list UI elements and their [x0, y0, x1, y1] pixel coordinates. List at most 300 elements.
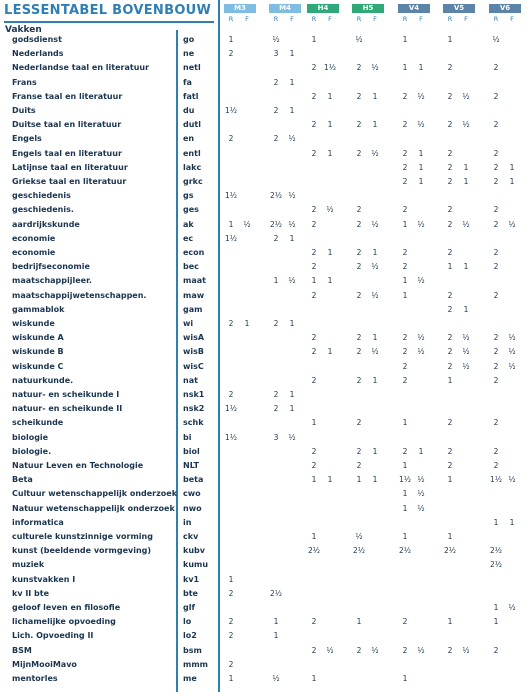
subject-name: natuurkunde.	[12, 375, 74, 385]
hours-h4-r: 2	[311, 333, 317, 343]
level-sub-v5-f: F	[464, 15, 468, 23]
subject-code: fatl	[183, 91, 199, 101]
table-row	[0, 587, 527, 601]
hours-v6-r: 2	[493, 290, 499, 300]
subject-name: mentorles	[12, 674, 58, 683]
hours-m4-f: 1	[289, 319, 295, 328]
hours-v4-r: 2	[402, 645, 408, 655]
level-sub-h5-r: R	[356, 15, 362, 23]
hours-h5-f: ½	[371, 63, 379, 73]
hours-v5-r: 2	[447, 645, 453, 655]
hours-v4-r: 2	[402, 177, 408, 186]
hours-h4-r: 2	[311, 461, 317, 470]
table-row	[0, 47, 527, 61]
table-row	[0, 360, 527, 374]
hours-v5-r: 2	[447, 361, 453, 371]
hours-h5-f: ½	[371, 290, 379, 300]
hours-v6-f: ½	[508, 603, 516, 612]
hours-v4-r: 2	[402, 375, 408, 385]
title-rule	[4, 21, 214, 23]
subject-code: mmm	[183, 659, 209, 669]
hours-v4-r: 1½	[398, 475, 412, 485]
hours-v6-r: 2	[493, 177, 499, 186]
subject-code: kumu	[183, 560, 209, 570]
subject-code: wisA	[183, 333, 205, 343]
hours-v4-r: 1	[402, 35, 408, 44]
table-row	[0, 189, 527, 203]
hours-v5-r: 2	[447, 205, 453, 215]
hours-h4-r: 2	[311, 446, 317, 456]
subject-name: MijnMooiMavo	[12, 659, 77, 669]
subject-name: geloof leven en filosofie	[12, 603, 121, 612]
table-row	[0, 374, 527, 388]
hours-v6-f: ½	[508, 361, 516, 371]
table-row	[0, 104, 527, 118]
hours-v5-f: 1	[463, 177, 469, 186]
table-row	[0, 431, 527, 445]
subject-name: Duitse taal en literatuur	[12, 120, 122, 130]
hours-h4-r: 1	[311, 276, 317, 286]
hours-v5-r: 2	[447, 148, 453, 158]
subject-name: informatica	[12, 517, 64, 527]
hours-v4-r: 1	[402, 63, 408, 73]
table-row	[0, 487, 527, 501]
subject-name: economie	[12, 248, 56, 257]
hours-v4-r: 2½	[398, 546, 412, 556]
hours-v6-r: 2	[493, 205, 499, 215]
subject-name: godsdienst	[12, 35, 62, 44]
subject-name: natuur- en scheikunde II	[12, 404, 123, 414]
hours-v6-r: 2	[493, 361, 499, 371]
hours-m3-r: 1½	[224, 404, 238, 414]
subject-name: aardrijkskunde	[12, 219, 80, 229]
subject-code: nat	[183, 375, 198, 385]
subject-name: lichamelijke opvoeding	[12, 617, 116, 627]
hours-v4-f: ½	[417, 489, 425, 499]
hours-m4-f: 1	[289, 49, 295, 59]
subject-name: scheikunde	[12, 418, 64, 428]
table-row	[0, 260, 527, 274]
subject-code: maat	[183, 276, 206, 286]
hours-h5-r: 2	[356, 290, 362, 300]
level-sub-m4-r: R	[273, 15, 279, 23]
hours-v4-r: 1	[402, 276, 408, 286]
hours-v6-r: 2	[493, 347, 499, 357]
hours-v6-r: ½	[492, 35, 500, 44]
hours-h4-r: 2	[311, 248, 317, 257]
subject-name: Natuur wetenschappelijk onderzoek	[12, 503, 175, 513]
subject-code: ckv	[183, 532, 199, 541]
hours-h5-f: ½	[371, 262, 379, 272]
hours-h4-f: 1	[327, 148, 333, 158]
hours-m4-r: 2	[273, 106, 279, 115]
page-title: LESSENTABEL BOVENBOUW	[4, 3, 212, 18]
hours-h5-r: 2	[356, 262, 362, 272]
hours-v5-f: 1	[463, 162, 469, 172]
hours-m3-r: 1½	[224, 233, 238, 243]
table-row	[0, 118, 527, 132]
level-sub-h4-f: F	[328, 15, 332, 23]
level-sub-h5-f: F	[373, 15, 377, 23]
hours-v6-f: 1	[509, 162, 515, 172]
hours-v6-r: 2	[493, 375, 499, 385]
hours-h5-r: 2	[356, 461, 362, 470]
subject-name: Engels	[12, 134, 42, 144]
table-row	[0, 175, 527, 189]
level-sub-v5-r: R	[447, 15, 453, 23]
table-row	[0, 147, 527, 161]
level-sub-v4-r: R	[402, 15, 408, 23]
table-row	[0, 573, 527, 587]
hours-v4-r: 1	[402, 418, 408, 428]
table-row	[0, 544, 527, 558]
table-row	[0, 132, 527, 146]
hours-m3-r: 2	[228, 49, 234, 59]
subject-code: wisC	[183, 361, 204, 371]
table-row	[0, 445, 527, 459]
hours-v5-r: 2	[447, 162, 453, 172]
hours-h4-r: 2	[311, 91, 317, 101]
hours-v6-f: ½	[508, 347, 516, 357]
hours-v6-r: 2	[493, 248, 499, 257]
hours-m4-r: 3	[273, 432, 279, 442]
table-row	[0, 601, 527, 615]
hours-v6-r: 2	[493, 262, 499, 272]
hours-v6-r: 1	[493, 603, 499, 612]
hours-v4-f: 1	[418, 162, 424, 172]
table-row	[0, 416, 527, 430]
level-sub-m3-f: F	[245, 15, 249, 23]
hours-h4-f: 1	[327, 347, 333, 357]
subject-code: kv1	[183, 574, 200, 584]
subject-name: Nederlands	[12, 49, 64, 59]
subject-name: bedrijfseconomie	[12, 262, 90, 272]
hours-h5-r: 2	[356, 446, 362, 456]
subject-code: ne	[183, 49, 195, 59]
table-row	[0, 317, 527, 331]
subject-name: Lich. Opvoeding II	[12, 631, 94, 641]
hours-h5-r: 2½	[352, 546, 366, 556]
table-row	[0, 516, 527, 530]
hours-m4-f: ½	[288, 134, 296, 144]
hours-v4-r: 2	[402, 361, 408, 371]
hours-v6-r: 2	[493, 63, 499, 73]
hours-m4-r: ½	[272, 674, 280, 683]
hours-m4-f: ½	[288, 276, 296, 286]
hours-v4-f: 1	[418, 148, 424, 158]
subject-name: Franse taal en literatuur	[12, 91, 123, 101]
level-header-v5: V5	[443, 4, 475, 13]
level-sub-v6-r: R	[493, 15, 499, 23]
table-row	[0, 203, 527, 217]
hours-v4-r: 2	[402, 347, 408, 357]
section-label: Vakken	[5, 25, 42, 35]
table-row	[0, 218, 527, 232]
subject-code: glf	[183, 603, 195, 612]
subject-name: Engels taal en literatuur	[12, 148, 122, 158]
hours-v4-r: 1	[402, 461, 408, 470]
hours-m4-r: 2	[273, 404, 279, 414]
subject-code: gam	[183, 304, 203, 314]
hours-h4-r: 2	[311, 375, 317, 385]
table-row	[0, 331, 527, 345]
hours-v4-r: 2	[402, 205, 408, 215]
subject-code: gs	[183, 191, 194, 201]
hours-m4-r: 2	[273, 390, 279, 399]
subject-name: geschiedenis	[12, 191, 71, 201]
subject-name: Griekse taal en literatuur	[12, 177, 127, 186]
hours-m4-r: 2½	[269, 219, 283, 229]
hours-h5-f: ½	[371, 347, 379, 357]
hours-m4-r: ½	[272, 35, 280, 44]
level-header-h5: H5	[352, 4, 384, 13]
hours-h4-r: 2	[311, 63, 317, 73]
table-row	[0, 644, 527, 658]
hours-v4-r: 2	[402, 333, 408, 343]
hours-v5-r: 1	[447, 475, 453, 485]
hours-v5-r: 2½	[443, 546, 457, 556]
hours-v5-f: 1	[463, 262, 469, 272]
level-header-v6: V6	[489, 4, 521, 13]
hours-v5-f: ½	[462, 219, 470, 229]
hours-m3-r: 2	[228, 588, 234, 598]
hours-h5-r: 2	[356, 347, 362, 357]
table-row	[0, 672, 527, 686]
hours-v5-r: 2	[447, 248, 453, 257]
hours-v4-f: 1	[418, 446, 424, 456]
table-row	[0, 473, 527, 487]
subject-code: netl	[183, 63, 201, 73]
hours-h4-r: 2	[311, 617, 317, 627]
hours-h4-r: 1	[311, 475, 317, 485]
subject-name: Beta	[12, 475, 33, 485]
subject-name: wiskunde A	[12, 333, 64, 343]
hours-h4-f: ½	[326, 205, 334, 215]
hours-v6-r: 2	[493, 418, 499, 428]
subject-code: bsm	[183, 645, 202, 655]
hours-h5-f: ½	[371, 219, 379, 229]
hours-h5-f: 1	[372, 248, 378, 257]
hours-v4-r: 1	[402, 489, 408, 499]
level-sub-v4-f: F	[419, 15, 423, 23]
subject-code: fa	[183, 77, 192, 87]
hours-h5-f: 1	[372, 120, 378, 130]
hours-v5-f: 1	[463, 304, 469, 314]
hours-h5-r: 1	[356, 475, 362, 485]
subject-name: wiskunde	[12, 319, 55, 328]
table-row	[0, 289, 527, 303]
subject-name: Duits	[12, 106, 36, 115]
table-row	[0, 459, 527, 473]
hours-m4-r: 2	[273, 77, 279, 87]
table-row	[0, 388, 527, 402]
hours-m4-f: ½	[288, 219, 296, 229]
subject-name: maatschappijleer.	[12, 276, 92, 286]
subject-code: ak	[183, 219, 194, 229]
hours-h4-r: 2	[311, 645, 317, 655]
hours-h5-r: 2	[356, 375, 362, 385]
subject-code: bte	[183, 588, 198, 598]
hours-v4-r: 1	[402, 532, 408, 541]
table-row	[0, 90, 527, 104]
hours-h5-f: 1	[372, 446, 378, 456]
subject-code: NLT	[183, 461, 199, 470]
hours-v5-r: 2	[447, 120, 453, 130]
level-header-m3: M3	[224, 4, 256, 13]
hours-h5-r: 2	[356, 120, 362, 130]
hours-m3-f: ½	[243, 219, 251, 229]
hours-v6-r: 2	[493, 461, 499, 470]
hours-v4-r: 1	[402, 503, 408, 513]
hours-v6-r: 2	[493, 120, 499, 130]
hours-m3-r: 1	[228, 35, 234, 44]
hours-h5-r: 2	[356, 418, 362, 428]
table-row	[0, 658, 527, 672]
subject-name: gammablok	[12, 304, 65, 314]
level-header-v4: V4	[398, 4, 430, 13]
subject-name: Frans	[12, 77, 37, 87]
subject-name: kv II bte	[12, 588, 50, 598]
hours-v6-r: 2	[493, 219, 499, 229]
subject-code: dutl	[183, 120, 201, 130]
subject-code: du	[183, 106, 195, 115]
subject-code: lakc	[183, 162, 202, 172]
hours-m4-r: 2½	[269, 191, 283, 201]
subject-name: muziek	[12, 560, 45, 570]
hours-h4-r: 2½	[307, 546, 321, 556]
hours-h5-r: 2	[356, 63, 362, 73]
table-row	[0, 629, 527, 643]
hours-v6-r: 2½	[489, 560, 503, 570]
level-sub-m4-f: F	[290, 15, 294, 23]
hours-v4-r: 2	[402, 91, 408, 101]
hours-h4-f: 1	[327, 248, 333, 257]
hours-h5-f: 1	[372, 375, 378, 385]
table-row	[0, 402, 527, 416]
hours-v6-f: 1	[509, 177, 515, 186]
hours-h5-r: 2	[356, 645, 362, 655]
hours-m3-r: 1½	[224, 106, 238, 115]
subject-code: nsk2	[183, 404, 205, 414]
subject-code: bi	[183, 432, 192, 442]
hours-v5-r: 1	[447, 532, 453, 541]
hours-h4-r: 1	[311, 418, 317, 428]
table-row	[0, 246, 527, 260]
hours-m4-r: 2	[273, 134, 279, 144]
hours-v6-r: 1	[493, 617, 499, 627]
level-header-m4: M4	[269, 4, 301, 13]
hours-v4-r: 2	[402, 162, 408, 172]
subject-code: entl	[183, 148, 201, 158]
hours-m4-f: 1	[289, 404, 295, 414]
table-row	[0, 345, 527, 359]
subject-name: maatschappijwetenschappen.	[12, 290, 147, 300]
hours-m4-f: ½	[288, 432, 296, 442]
hours-h4-r: 1	[311, 674, 317, 683]
table-row	[0, 558, 527, 572]
hours-v5-r: 1	[447, 375, 453, 385]
subject-name: natuur- en scheikunde I	[12, 390, 120, 399]
hours-v4-f: ½	[417, 276, 425, 286]
hours-v6-r: 1½	[489, 475, 503, 485]
subject-code: kubv	[183, 546, 205, 556]
hours-m3-r: 1	[228, 574, 234, 584]
hours-m4-f: 1	[289, 390, 295, 399]
subject-code: en	[183, 134, 195, 144]
hours-v5-r: 1	[447, 617, 453, 627]
hours-v4-f: ½	[417, 219, 425, 229]
hours-v5-f: ½	[462, 120, 470, 130]
hours-m3-r: 2	[228, 134, 234, 144]
hours-v4-f: ½	[417, 91, 425, 101]
hours-v6-r: 2½	[489, 546, 503, 556]
hours-m4-f: 1	[289, 233, 295, 243]
subject-code: maw	[183, 290, 205, 300]
hours-v6-f: ½	[508, 475, 516, 485]
hours-v5-r: 2	[447, 446, 453, 456]
subject-code: biol	[183, 446, 200, 456]
hours-v6-f: 1	[509, 517, 515, 527]
hours-v4-f: ½	[417, 475, 425, 485]
hours-m4-r: 3	[273, 49, 279, 59]
hours-v4-f: ½	[417, 645, 425, 655]
hours-h5-r: 1	[356, 617, 362, 627]
hours-v5-f: ½	[462, 645, 470, 655]
hours-m4-r: 1	[273, 276, 279, 286]
hours-m4-r: 2½	[269, 588, 283, 598]
hours-m4-f: 1	[289, 77, 295, 87]
hours-h4-r: 2	[311, 148, 317, 158]
subject-code: bec	[183, 262, 199, 272]
hours-h5-f: 1	[372, 91, 378, 101]
table-row	[0, 530, 527, 544]
subject-code: nwo	[183, 503, 202, 513]
hours-v5-r: 2	[447, 63, 453, 73]
hours-v4-r: 2	[402, 120, 408, 130]
table-row	[0, 33, 527, 47]
hours-m3-r: 2	[228, 319, 234, 328]
hours-h4-r: 2	[311, 347, 317, 357]
hours-m3-r: 2	[228, 659, 234, 669]
hours-v5-r: 2	[447, 177, 453, 186]
hours-v6-f: ½	[508, 219, 516, 229]
hours-m4-f: ½	[288, 191, 296, 201]
hours-v4-f: ½	[417, 347, 425, 357]
hours-m4-f: 1	[289, 106, 295, 115]
hours-h5-r: 2	[356, 219, 362, 229]
hours-v4-r: 1	[402, 219, 408, 229]
subject-code: in	[183, 517, 192, 527]
subject-code: wi	[183, 319, 194, 328]
hours-h5-r: 2	[356, 248, 362, 257]
hours-v5-f: ½	[462, 333, 470, 343]
hours-v4-f: ½	[417, 503, 425, 513]
hours-h4-r: 2	[311, 262, 317, 272]
hours-h4-f: 1	[327, 120, 333, 130]
subject-code: lo	[183, 617, 192, 627]
hours-m4-r: 1	[273, 617, 279, 627]
hours-h5-r: ½	[355, 532, 363, 541]
subject-name: geschiedenis.	[12, 205, 74, 215]
hours-h5-f: ½	[371, 148, 379, 158]
subject-name: wiskunde B	[12, 347, 64, 357]
subject-name: economie	[12, 233, 56, 243]
hours-v4-f: 1	[418, 177, 424, 186]
hours-h4-r: 1	[311, 532, 317, 541]
subject-code: cwo	[183, 489, 201, 499]
hours-m3-r: 1	[228, 674, 234, 683]
hours-v5-r: 1	[447, 262, 453, 272]
